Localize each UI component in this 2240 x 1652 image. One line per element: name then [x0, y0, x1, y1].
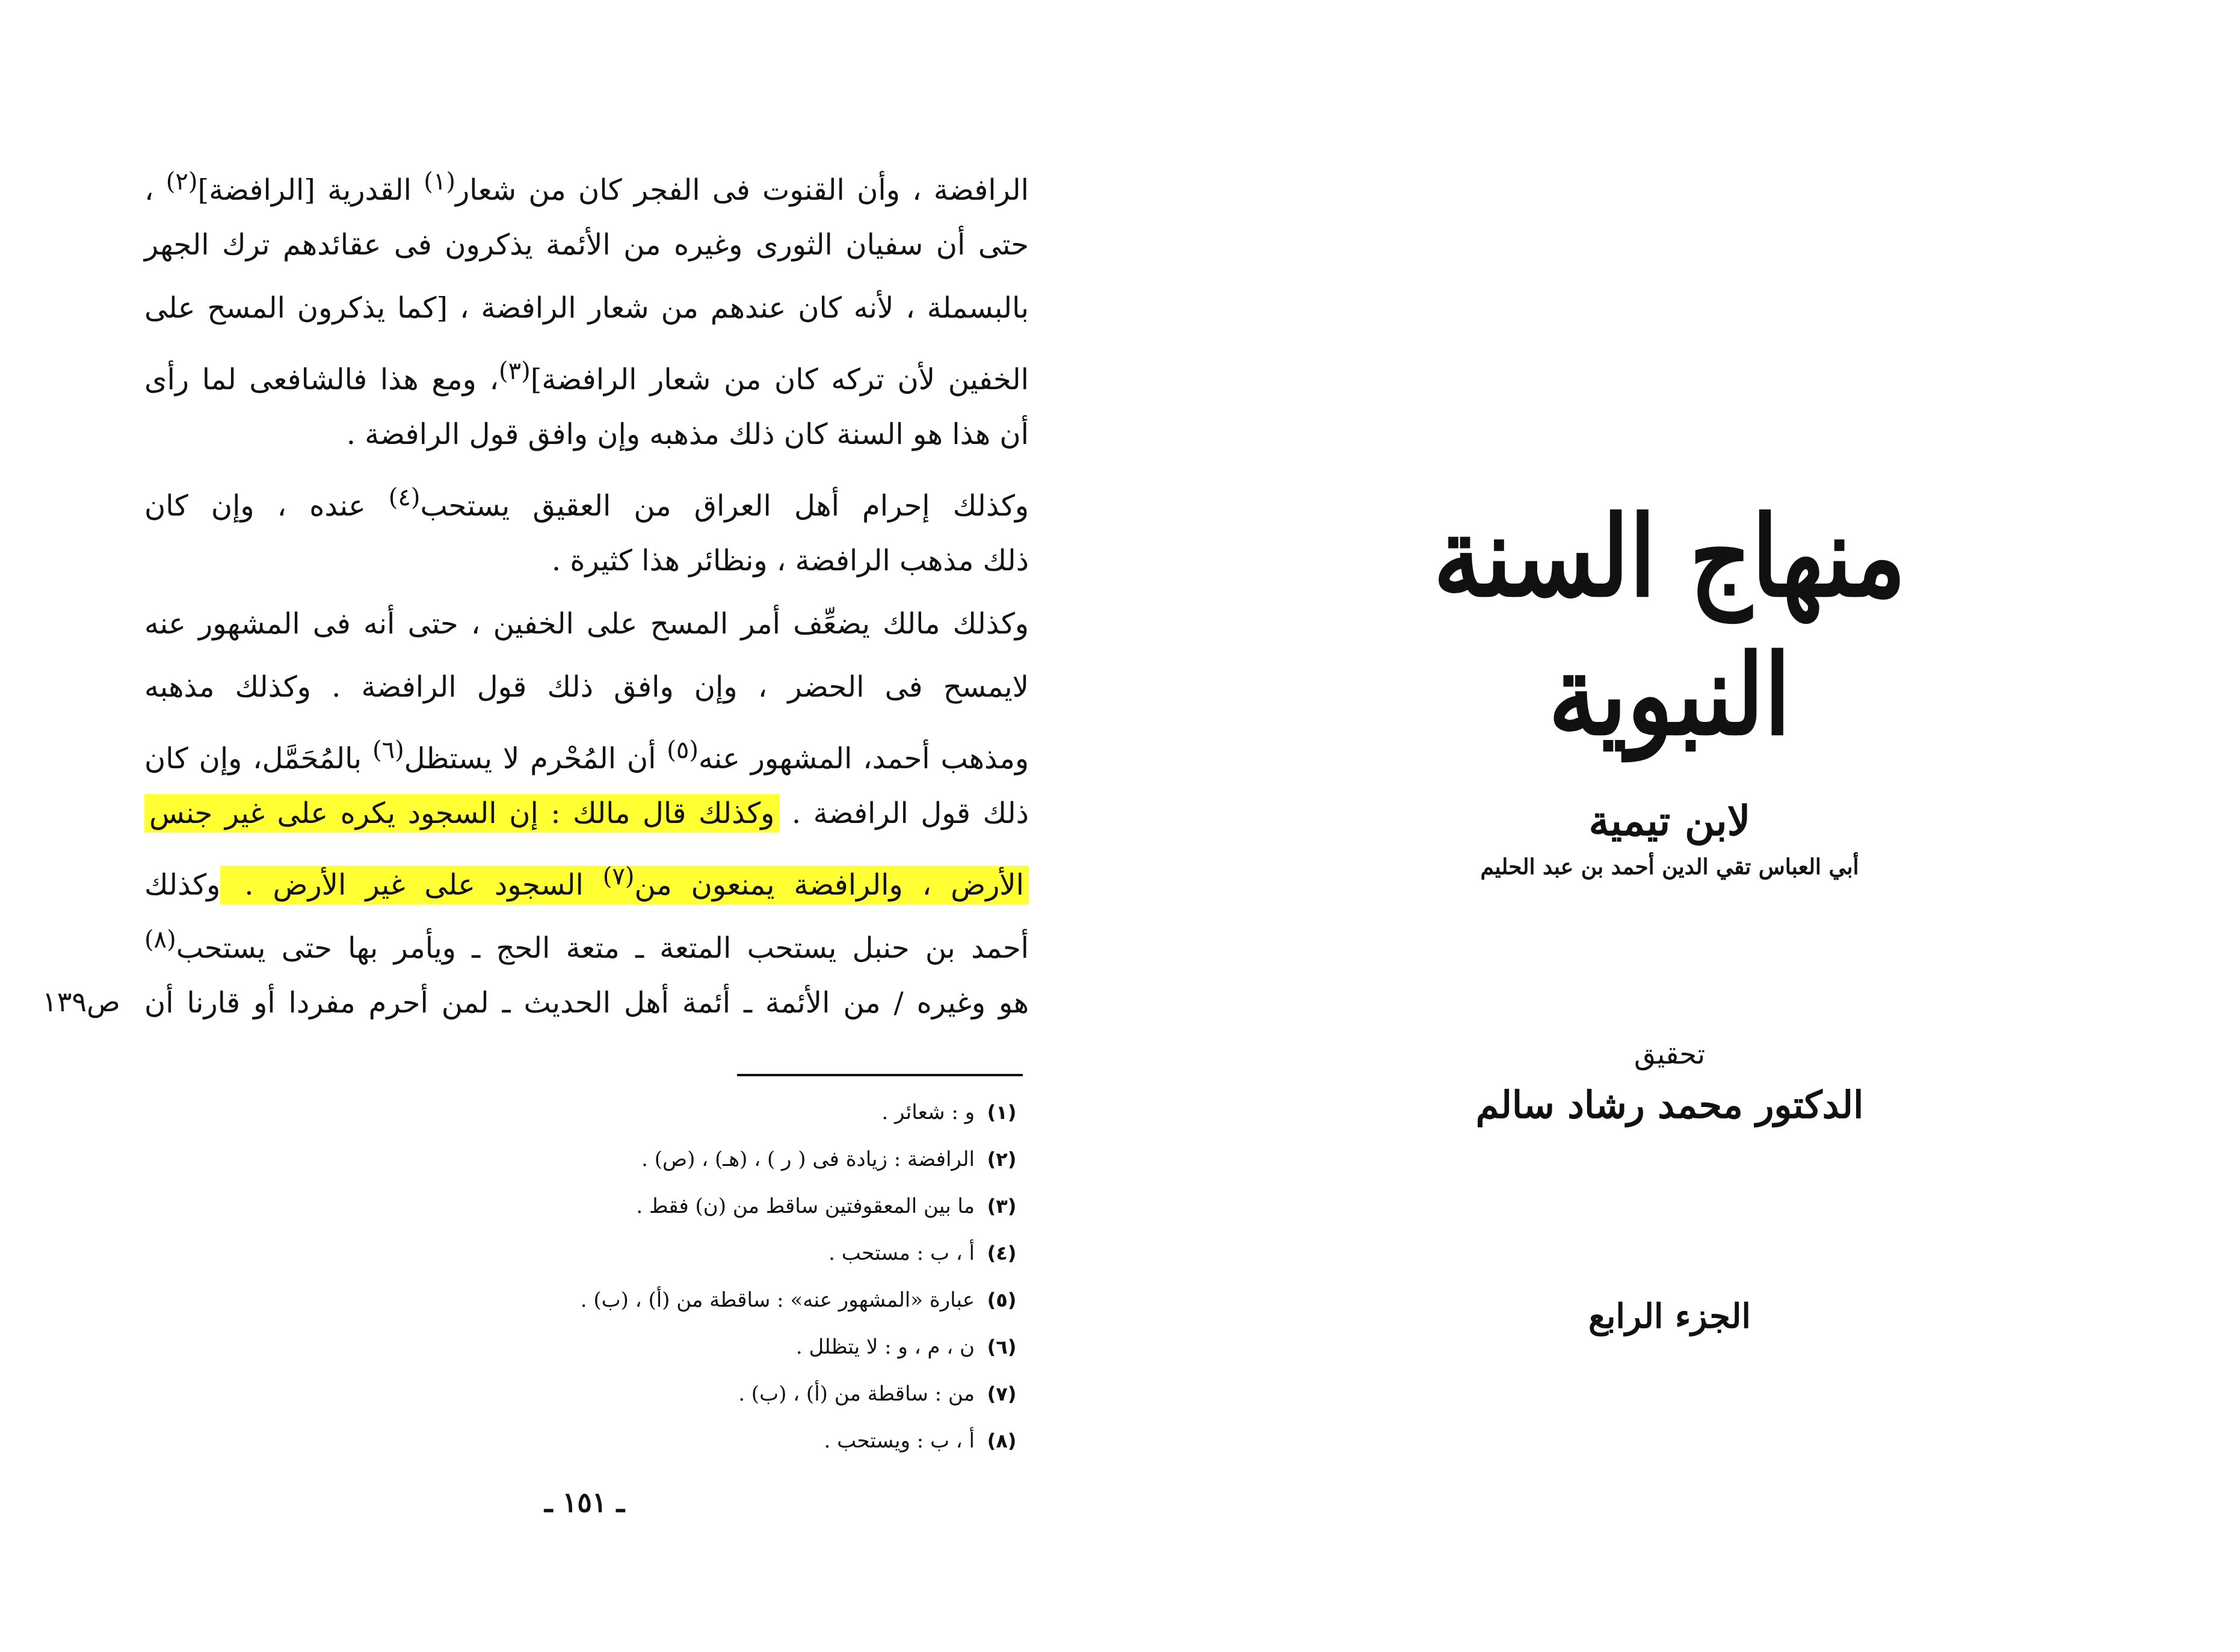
footnote-ref: (٣) — [498, 357, 531, 385]
text-segment: هو وغيره / من الأئمة ـ أئمة أهل الحديث ـ لمن أحرم مفردا أو قارنا أن — [144, 986, 1029, 1020]
footnote-number: (٦) — [987, 1336, 1017, 1358]
text-segment: ذلك مذهب الرافضة ، ونظائر هذا كثيرة . — [551, 544, 1029, 578]
body-text — [144, 150, 1029, 1035]
footnote-ref: (٢) — [165, 168, 198, 196]
footnote-4 — [421, 1230, 1029, 1277]
text-line-14 — [144, 972, 1029, 1035]
footnote-1 — [421, 1089, 1029, 1136]
text-segment: أحمد بن حنبل يستحب المتعة ـ متعة الحج ـ ويأمر بها حتى يستحب — [176, 931, 1029, 965]
book-title: منهاج السنة النبوية — [1433, 491, 1906, 760]
text-line-11 — [144, 782, 1029, 845]
text-segment: ، ومع هذا فالشافعى لما رأى — [144, 363, 499, 396]
footnote-7 — [421, 1370, 1029, 1417]
text-segment: ، — [144, 173, 166, 207]
text-segment: حتى أن سفيان الثورى وغيره من الأئمة يذكرون فى عقائدهم ترك الجهر — [144, 228, 1029, 262]
text-segment: الخفين لأن تركه كان من شعار الرافضة] — [530, 363, 1029, 396]
text-segment: بالمُحَمَّل، وإن كان — [144, 742, 372, 775]
text-segment: القدرية [الرافضة] — [197, 173, 424, 207]
footnote-text: الرافضة : زيادة فى ( ر ) ، (هـ) ، (ص) . — [641, 1147, 975, 1171]
footnote-number: (١) — [987, 1101, 1017, 1124]
footnote-text: ما بين المعقوفتين ساقط من (ن) فقط . — [636, 1194, 975, 1218]
text-line-13 — [144, 908, 1029, 972]
text-segment: الأرض ، والرافضة يمنعون من — [634, 868, 1024, 902]
author-name: لابن تيمية — [1588, 797, 1751, 845]
highlighted-text: وكذلك قال مالك : إن السجود يكره على غير جنس — [144, 794, 779, 833]
footnote-text: من : ساقطة من (أ) ، (ب) . — [738, 1382, 975, 1406]
text-segment: ومذهب أحمد، المشهور عنه — [699, 742, 1029, 775]
footnote-text: عبارة «المشهور عنه» : ساقطة من (أ) ، (ب) . — [580, 1288, 975, 1312]
highlighted-text — [220, 863, 1029, 904]
text-segment: ذلك قول الرافضة . — [779, 797, 1029, 830]
text-line-2 — [144, 214, 1029, 277]
author-full-name: أبي العباس تقي الدين أحمد بن عبد الحليم — [1480, 854, 1859, 880]
footnote-text: ن ، م ، و : لا يتظلل . — [795, 1335, 975, 1359]
footnote-6 — [421, 1324, 1029, 1370]
footnote-5 — [421, 1277, 1029, 1324]
footnote-text: و : شعائر . — [881, 1100, 975, 1124]
footnote-number: (٢) — [987, 1148, 1017, 1171]
editor-name: الدكتور محمد رشاد سالم — [1475, 1083, 1864, 1127]
text-line-3 — [144, 277, 1029, 340]
text-segment: السجود على غير الأرض . — [225, 868, 603, 902]
text-segment: وكذلك — [144, 868, 221, 902]
footnote-ref: (٥) — [667, 736, 699, 764]
footnote-number: (٥) — [987, 1289, 1017, 1311]
footnote-number: (٧) — [987, 1382, 1017, 1405]
text-segment: عنده ، وإن كان — [144, 489, 389, 523]
text-line-9 — [144, 656, 1029, 719]
page-number: ـ ١٥١ ـ — [545, 1486, 625, 1518]
footnote-ref: (٦) — [372, 736, 404, 764]
text-line-1 — [144, 150, 1029, 214]
text-line-4 — [144, 340, 1029, 403]
text-line-12 — [144, 845, 1029, 908]
footnote-text: أ ، ب : ويستحب . — [824, 1429, 975, 1453]
text-segment: أن هذا هو السنة كان ذلك مذهبه وإن وافق قول الرافضة . — [346, 418, 1029, 451]
editing-label: تحقيق — [1634, 1038, 1705, 1070]
footnote-divider — [737, 1074, 1023, 1076]
footnote-number: (٤) — [987, 1242, 1017, 1265]
footnotes — [421, 1089, 1029, 1464]
text-segment: وكذلك إحرام أهل العراق من العقيق يستحب — [420, 489, 1029, 523]
text-line-6 — [144, 466, 1029, 529]
text-line-5 — [144, 403, 1029, 466]
text-segment: أن المُحْرم لا يستظل — [404, 742, 667, 775]
text-segment: وكذلك مالك يضعِّف أمر المسح على الخفين ، حتى أنه فى المشهور عنه — [144, 607, 1029, 641]
footnote-8 — [421, 1417, 1029, 1464]
text-segment: لايمسح فى الحضر ، وإن وافق ذلك قول الرافضة . وكذلك مذهبه — [144, 670, 1029, 704]
footnote-3 — [421, 1183, 1029, 1230]
footnote-ref: (١) — [424, 168, 455, 196]
text-line-8 — [144, 593, 1029, 656]
title-page — [1143, 0, 2240, 1652]
margin-page-ref: ص١٣٩ — [42, 985, 120, 1018]
footnote-ref: (٨) — [144, 926, 176, 954]
text-line-10 — [144, 719, 1029, 782]
volume-label: الجزء الرابع — [1588, 1296, 1751, 1336]
footnote-ref: (٧) — [602, 863, 635, 890]
footnote-2 — [421, 1136, 1029, 1183]
footnote-number: (٣) — [987, 1195, 1017, 1218]
text-segment: بالبسملة ، لأنه كان عندهم من شعار الرافضة ، [كما يذكرون المسح على — [144, 291, 1029, 325]
text-line-7 — [144, 529, 1029, 593]
text-segment: الرافضة ، وأن القنوت فى الفجر كان من شعار — [455, 173, 1029, 207]
footnote-text: أ ، ب : مستحب . — [828, 1241, 975, 1265]
footnote-ref: (٤) — [388, 484, 421, 511]
footnote-number: (٨) — [987, 1429, 1017, 1452]
